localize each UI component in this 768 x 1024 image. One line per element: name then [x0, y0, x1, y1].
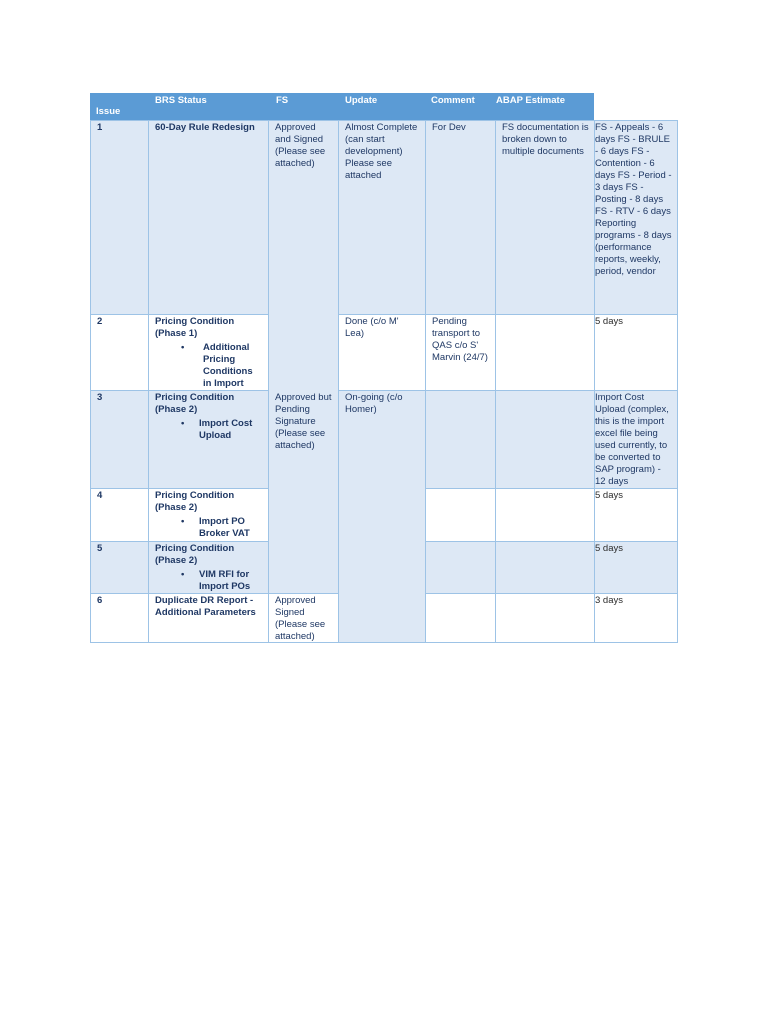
header-issue: Issue — [96, 106, 121, 117]
table-cell-fs: Approved Signed (Please see attached) — [268, 593, 339, 643]
brs-title: Duplicate DR Report - Additional Parameters — [155, 595, 256, 618]
table-cell-fs — [268, 120, 339, 594]
table-cell-abap — [495, 593, 595, 643]
bullet-icon: • — [181, 418, 185, 429]
table-cell-comment: For Dev — [425, 120, 496, 315]
table-cell-issue: 4 — [90, 488, 149, 542]
table-cell-brs-status — [148, 390, 269, 489]
table-cell-issue: 5 — [90, 541, 149, 594]
brs-title: 60-Day Rule Redesign — [155, 122, 255, 133]
table-cell-abap — [495, 541, 595, 594]
bullet-icon: • — [181, 569, 185, 580]
brs-bullet-text: Additional Pricing Conditions in Import — [203, 342, 253, 389]
table-cell-estimate: 5 days — [594, 488, 678, 542]
brs-title: Pricing Condition (Phase 2) — [155, 392, 235, 415]
table-cell-brs-status — [148, 488, 269, 542]
brs-bullet-text: Import PO Broker VAT — [199, 516, 250, 539]
table-cell-issue: 2 — [90, 314, 149, 391]
header-comment: Comment — [431, 95, 475, 106]
table-cell-abap — [495, 488, 595, 542]
table-cell-update: Done (c/o M' Lea) — [338, 314, 426, 391]
bullet-icon: • — [181, 516, 185, 527]
table-cell-comment — [425, 593, 496, 643]
table-cell-issue: 6 — [90, 593, 149, 643]
table-cell-brs-status — [148, 120, 269, 315]
table-cell-abap — [495, 314, 595, 391]
table-cell-comment — [425, 488, 496, 542]
table-cell-issue: 1 — [90, 120, 149, 315]
table-cell-issue: 3 — [90, 390, 149, 489]
header-brs-status: BRS Status — [155, 95, 207, 106]
table-cell-brs-status — [148, 541, 269, 594]
table-cell-comment — [425, 390, 496, 489]
header-update: Update — [345, 95, 378, 106]
fs-text-2: Approved but Pending Signature (Please see attached) — [275, 392, 332, 451]
brs-title: Pricing Condition (Phase 2) — [155, 543, 235, 566]
table-cell-update: On-going (c/o Homer) — [338, 390, 426, 643]
table-cell-comment — [425, 541, 496, 594]
header-fs: FS — [276, 95, 289, 106]
table-cell-estimate: FS - Appeals - 6 days FS - BRULE - 6 days FS - Contention - 6 days FS - Period - 3 days FS - Posting - 8 days FS - RTV - 6 days Reporting programs - 8 days (performance reports, weekly, period, vendor — [594, 120, 678, 315]
brs-title: Pricing Condition (Phase 1) — [155, 316, 235, 339]
brs-title: Pricing Condition (Phase 2) — [155, 490, 235, 513]
header-abap-estimate: ABAP Estimate — [496, 95, 565, 106]
table-header — [90, 93, 594, 121]
table-cell-abap: FS documentation is broken down to multiple documents — [495, 120, 595, 315]
fs-text: Approved and Signed (Please see attached) — [275, 122, 326, 169]
table-cell-brs-status — [148, 593, 269, 643]
table-cell-update: Almost Complete (can start development) Please see attached — [338, 120, 426, 315]
brs-bullet-text: VIM RFI for Import POs — [199, 569, 251, 592]
brs-bullet-text: Import Cost Upload — [199, 418, 253, 441]
table-cell-estimate: 5 days — [594, 314, 678, 391]
table-cell-estimate: Import Cost Upload (complex, this is the import excel file being used currently, to be converted to SAP program) - 12 days — [594, 390, 678, 489]
table-cell-abap — [495, 390, 595, 489]
table-cell-brs-status — [148, 314, 269, 391]
bullet-icon: • — [181, 342, 185, 353]
table-cell-comment: Pending transport to QAS c/o S' Marvin (24/7) — [425, 314, 496, 391]
table-cell-estimate: 3 days — [594, 593, 678, 643]
table-cell-estimate: 5 days — [594, 541, 678, 594]
